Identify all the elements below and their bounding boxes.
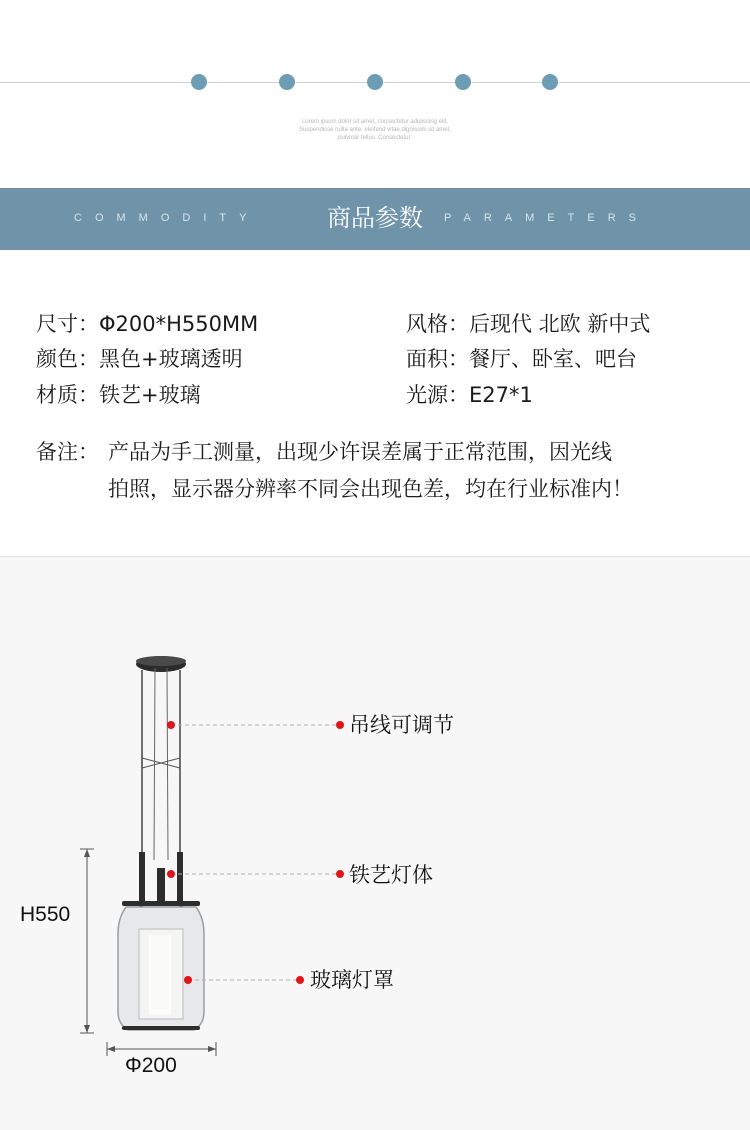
param-area: 面积：餐厅、卧室、吧台 bbox=[406, 347, 637, 371]
callout-marker bbox=[336, 870, 344, 878]
param-size: 尺寸：Φ200*H550MM bbox=[36, 312, 259, 336]
arrow-head bbox=[84, 1025, 90, 1033]
arrow-head bbox=[84, 849, 90, 857]
iron-ring-bottom bbox=[122, 1026, 200, 1030]
callout-adjustable-cord: 吊线可调节 bbox=[349, 713, 454, 737]
param-color: 颜色：黑色+玻璃透明 bbox=[36, 347, 243, 371]
lamp-holder bbox=[157, 868, 165, 904]
arrow-head bbox=[107, 1046, 115, 1052]
callout-marker bbox=[336, 721, 344, 729]
ceiling-canopy-top bbox=[136, 656, 186, 666]
callout-marker bbox=[184, 976, 192, 984]
callout-marker bbox=[167, 870, 175, 878]
note-label: 备注： bbox=[36, 440, 99, 464]
inner-shade-highlight bbox=[149, 935, 171, 1015]
iron-bar bbox=[139, 852, 145, 904]
iron-bar bbox=[177, 852, 183, 904]
decor-caption: Suspendisse nulla ante, eleifend vitae dignissim sit amet, bbox=[299, 127, 451, 133]
param-style: 风格：后现代 北欧 新中式 bbox=[406, 312, 651, 336]
note-line: 产品为手工测量，出现少许误差属于正常范围，因光线 bbox=[108, 440, 612, 464]
banner-en-left: COMMODITY bbox=[74, 212, 260, 224]
decor-caption: Lorem ipsum dolor sit amet, consectetur adipiscing elit. bbox=[301, 119, 449, 125]
callout-iron-body: 铁艺灯体 bbox=[349, 863, 433, 887]
suspension-rod bbox=[154, 668, 155, 860]
iron-ring-top bbox=[122, 901, 200, 906]
callout-marker bbox=[296, 976, 304, 984]
param-light-source: 光源：E27*1 bbox=[406, 383, 533, 407]
decor-caption: pulvinar tellus. Consectetur. bbox=[338, 135, 412, 141]
callout-marker bbox=[167, 721, 175, 729]
param-material: 材质：铁艺+玻璃 bbox=[36, 383, 201, 407]
banner-title: 商品参数 bbox=[327, 204, 423, 232]
suspension-rod bbox=[167, 668, 168, 860]
height-label: H550 bbox=[20, 903, 71, 926]
banner-en-right: PARAMETERS bbox=[444, 212, 649, 224]
note-line: 拍照，显示器分辨率不同会出现色差，均在行业标准内！ bbox=[108, 477, 633, 501]
arrow-head bbox=[208, 1046, 216, 1052]
diameter-label: Φ200 bbox=[125, 1054, 177, 1077]
callout-glass-shade: 玻璃灯罩 bbox=[310, 968, 394, 992]
